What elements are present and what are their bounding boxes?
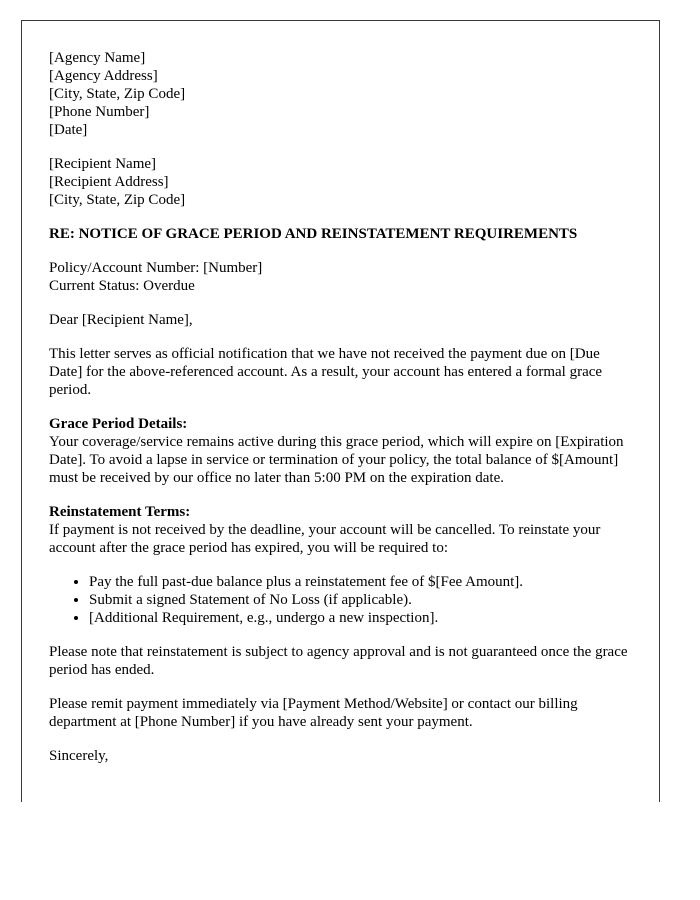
account-status-line: Current Status: Overdue bbox=[49, 278, 195, 294]
reinstatement-text: If payment is not received by the deadline, your account will be cancelled. To reinstate your account after the grace period has expired, you will be required to: bbox=[49, 522, 601, 556]
subject-line: RE: NOTICE OF GRACE PERIOD AND REINSTATEMENT REQUIREMENTS bbox=[49, 226, 578, 242]
agency-address: [Agency Address] bbox=[49, 68, 158, 84]
agency-city-state-zip: [City, State, Zip Code] bbox=[49, 86, 186, 102]
recipient-address: [Recipient Address] bbox=[49, 174, 169, 190]
sender-block bbox=[49, 49, 634, 139]
reinstatement-section bbox=[49, 503, 634, 627]
grace-period-heading: Grace Period Details: bbox=[49, 416, 188, 432]
account-info bbox=[49, 259, 634, 295]
letter-date: [Date] bbox=[49, 122, 88, 138]
policy-number-line: Policy/Account Number: [Number] bbox=[49, 260, 263, 276]
letter-page bbox=[21, 20, 660, 802]
remit-paragraph: Please remit payment immediately via [Payment Method/Website] or contact our billing department at [Phone Number] if you have already sent your payment. bbox=[49, 696, 578, 730]
intro-paragraph: This letter serves as official notification that we have not received the payment due on [Due Date] for the above-referenced account. As a result, your account has entered a formal grace period. bbox=[49, 346, 603, 398]
salutation: Dear [Recipient Name], bbox=[49, 312, 193, 328]
recipient-block bbox=[49, 155, 634, 209]
list-item: • Pay the full past-due balance plus a reinstatement fee of $[Fee Amount]. bbox=[89, 573, 634, 591]
approval-note: Please note that reinstatement is subject to agency approval and is not guaranteed once the grace period has ended. bbox=[49, 644, 628, 678]
grace-period-section bbox=[49, 415, 634, 487]
agency-name: [Agency Name] bbox=[49, 50, 146, 66]
list-item: • Submit a signed Statement of No Loss (if applicable). bbox=[89, 591, 634, 609]
agency-phone: [Phone Number] bbox=[49, 104, 150, 120]
letter-body bbox=[49, 49, 634, 765]
grace-period-text: Your coverage/service remains active during this grace period, which will expire on [Expiration Date]. To avoid a lapse in service or termination of your policy, the total balance of $[Amount] must be received by our office no later than 5:00 PM on the expiration date. bbox=[49, 434, 624, 486]
list-item: • [Additional Requirement, e.g., undergo a new inspection]. bbox=[89, 609, 634, 627]
recipient-name: [Recipient Name] bbox=[49, 156, 157, 172]
requirements-list bbox=[49, 573, 634, 627]
closing: Sincerely, bbox=[49, 748, 109, 764]
reinstatement-heading: Reinstatement Terms: bbox=[49, 504, 191, 520]
recipient-city-state-zip: [City, State, Zip Code] bbox=[49, 192, 186, 208]
